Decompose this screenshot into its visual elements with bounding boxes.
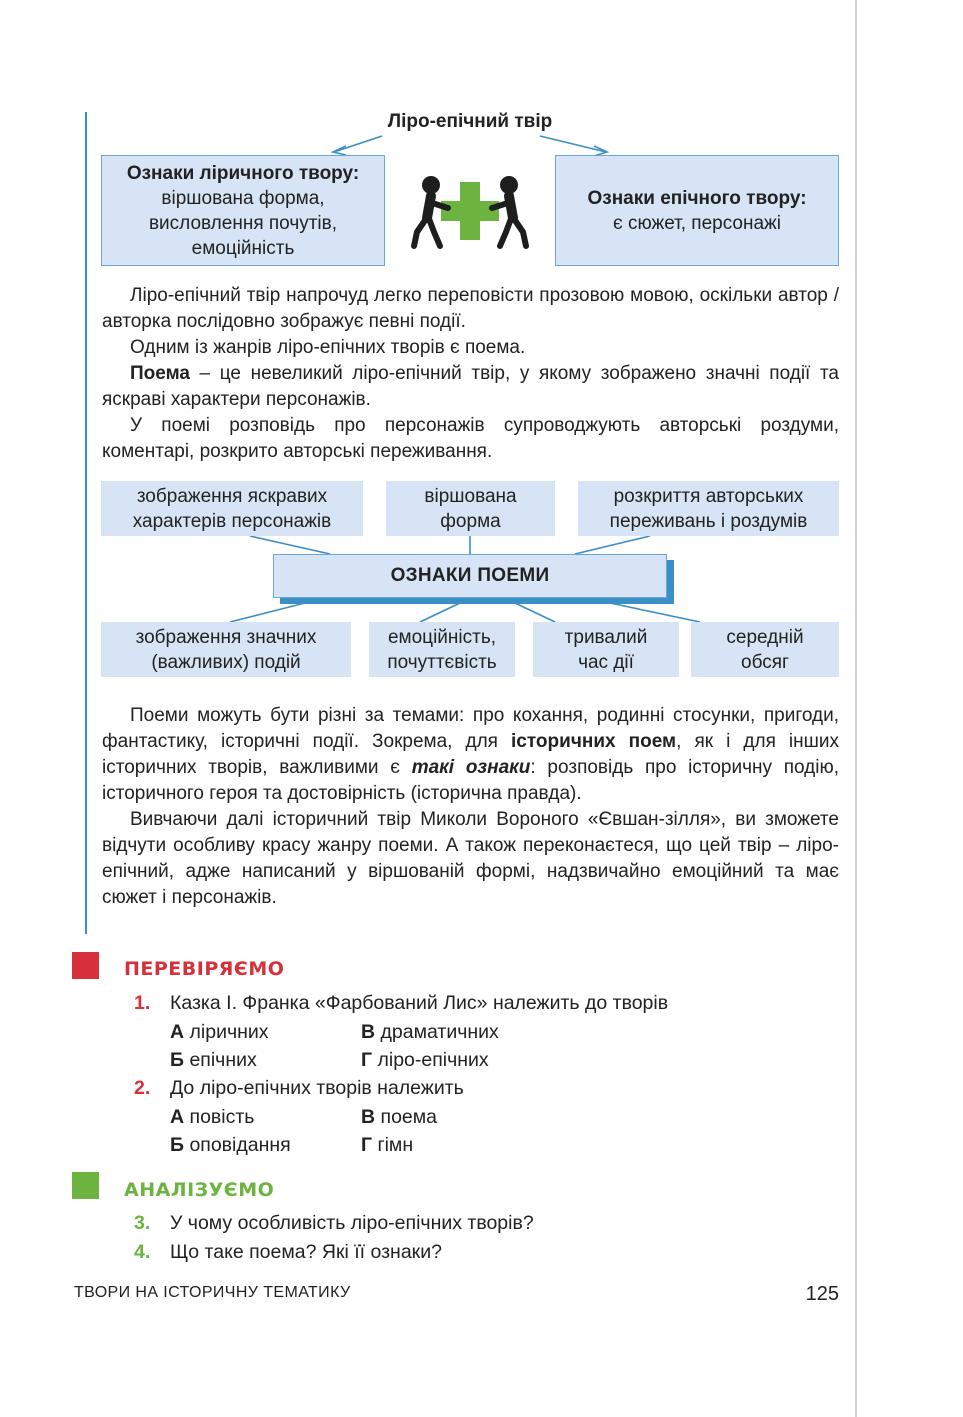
question-number: 4. [134,1241,151,1263]
text-run: : розповідь про історичну подію, історичного героя та достовірність (історична правда). [102,757,840,804]
poem-feature-duration: тривалий час дії [533,622,679,677]
question-number: 1. [134,992,151,1014]
epic-features-title: Ознаки епічного твору: [587,188,807,209]
answer-option[interactable] [361,1018,499,1046]
poem-feature-events: зображення значних (важливих) подій [101,622,351,677]
question-1 [134,989,668,1017]
option-text: оповідання [189,1134,291,1156]
answer-option[interactable] [170,1103,254,1131]
option-letter: В [361,1106,376,1128]
body-text [102,703,839,911]
term-poem: Поема [130,363,190,384]
paragraph: Вивчаючи далі історичний твір Миколи Вороного «Євшан-зілля», ви зможете відчути особливу красу жанру поеми. А також переконаєтеся, що цей твір – ліро-епічний, адже написаний у віршованій формі, надзвичайно емоційний та має сюжет і персонажів. [102,809,839,908]
analyze-section-heading: АНАЛІЗУЄМО [124,1179,275,1201]
running-footer-section: ТВОРИ НА ІСТОРИЧНУ ТЕМАТИКУ [74,1284,351,1301]
check-section-icon [72,952,99,979]
question-text: Що таке поема? Які її ознаки? [170,1241,442,1263]
poem-feature-author-feelings: розкриття авторських переживань і роздумів [578,481,839,536]
poem-features-center: ОЗНАКИ ПОЕМИ [273,554,667,598]
bold-italic-term: такі ознаки [411,757,531,778]
question-3 [134,1209,534,1237]
text-run: Поеми можуть бути різні за темами: про кохання, родинні стосунки, пригоди, фантастику, історичні події. Зокрема, для [102,705,839,752]
text-run: , як і для інших історичних творів, важливими є [102,731,840,778]
paragraph [102,703,839,807]
paragraph: У поемі розповідь про персонажів супроводжують авторські роздуми, коментарі, розкрито авторські переживання. [102,415,839,462]
option-letter: А [170,1021,185,1043]
option-letter: Б [170,1049,185,1071]
option-text: гімн [377,1134,414,1156]
question-number: 2. [134,1077,151,1099]
paragraph: Ліро-епічний твір напрочуд легко переповісти прозовою мовою, оскільки автор / авторка послідовно зображує певні події. [102,285,839,332]
epic-feature-text: є сюжет, персонажі [612,213,781,234]
poem-feature-emotionality: емоційність, почуттєвість [369,622,515,677]
answer-option[interactable] [361,1103,437,1131]
question-4 [134,1238,442,1266]
answer-option[interactable] [170,1131,291,1159]
question-text: До ліро-епічних творів належить [170,1077,464,1099]
definition-text: – це невеликий ліро-епічний твір, у якому зображено значні події та яскраві характери персонажів. [102,363,839,410]
lyric-feature-line: емоційність [191,238,295,259]
analyze-section-icon [72,1172,99,1199]
bold-term: історичних поем [511,731,677,752]
poem-feature-verse: віршована форма [386,481,555,536]
answer-option[interactable] [170,1018,269,1046]
lyric-features-title: Ознаки ліричного твору: [126,163,360,184]
option-letter: В [361,1021,376,1043]
lyric-feature-line: віршована форма, [161,188,325,209]
poem-feature-volume: середній обсяг [691,622,839,677]
option-text: ліро-епічних [377,1049,489,1071]
answer-option[interactable] [170,1046,257,1074]
diagram1-title: Ліро-епічний твір [387,111,553,132]
question-text: У чому особливість ліро-епічних творів? [170,1212,534,1234]
option-text: повість [189,1106,255,1128]
paragraph: Одним із жанрів ліро-епічних творів є поема. [130,337,526,358]
option-letter: Б [170,1134,185,1156]
option-letter: Г [361,1134,373,1156]
option-text: ліричних [189,1021,269,1043]
question-2 [134,1074,464,1102]
poem-feature-characters: зображення яскравих характерів персонажів [101,481,363,536]
page-number: 125 [805,1283,839,1305]
question-text: Казка І. Франка «Фарбований Лис» належить до творів [170,992,669,1014]
option-text: епічних [189,1049,257,1071]
answer-option[interactable] [361,1046,489,1074]
option-letter: Г [361,1049,373,1071]
check-section-heading: ПЕРЕВІРЯЄМО [124,958,285,980]
option-text: драматичних [380,1021,499,1043]
answer-option[interactable] [361,1131,413,1159]
lyric-feature-line: висловлення почутів, [148,213,338,234]
question-number: 3. [134,1212,151,1234]
option-letter: А [170,1106,185,1128]
option-text: поема [380,1106,438,1128]
